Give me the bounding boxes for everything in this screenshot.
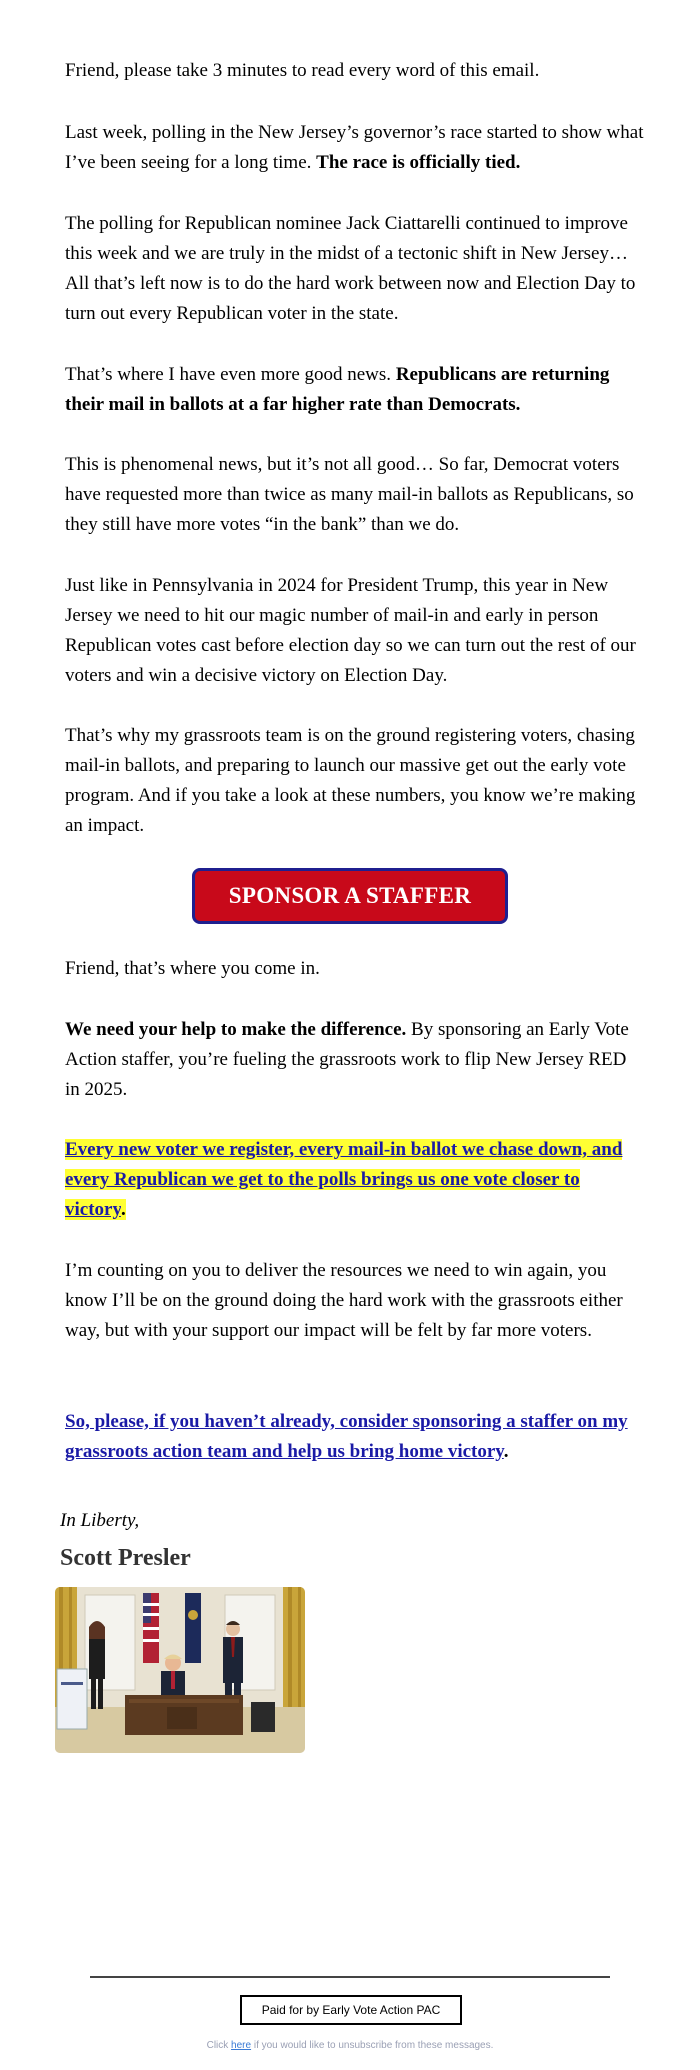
paragraph-ciattarelli: The polling for Republican nominee Jack Ciattarelli continued to improve this week and we are truly in the midst of a tectonic shift in New Jersey… All that’s left now is to do the hard work between now and Election Day to turn out every Republican voter in the state. [65,213,636,324]
sponsor-staffer-button[interactable]: SPONSOR A STAFFER [192,868,508,924]
paragraph-pennsylvania: Just like in Pennsylvania in 2024 for President Trump, this year in New Jersey we need to hit our magic number of mail-in and early in person Republican votes cast before election day so we can turn out the rest of our voters and win a decisive victory on Election Day. [65,575,636,686]
highlight-period: . [120,1199,126,1220]
signer-name: Scott Presler [60,1545,191,1571]
paragraph-help-text: By sponsoring an Early Vote Action staffer, you’re fueling the grassroots work to flip New Jersey RED in 2025. [65,1019,629,1100]
final-ask-period: . [503,1441,509,1462]
paragraph-good-news-text: That’s where I have even more good news. [65,364,396,385]
unsubscribe-suffix: if you would like to unsubscribe from these messages. [251,2040,494,2051]
paragraph-final-ask [65,1407,645,1467]
sponsor-staffer-link[interactable]: So, please, if you haven’t already, consider sponsoring a staffer on my grassroots action team and help us bring home victory [65,1411,628,1462]
paragraph-good-news [65,360,645,420]
paragraph-come-in: Friend, that’s where you come in. [65,958,320,979]
paragraph-polling-text: Last week, polling in the New Jersey’s governor’s race started to show what I’ve been seeing for a long time. [65,122,644,173]
paragraph-phenomenal: This is phenomenal news, but it’s not all good… So far, Democrat voters have requested more than twice as many mail-in ballots as Republicans, so they still have more votes “in the bank” than we do. [65,454,634,535]
footer-divider [90,1976,610,1978]
paragraph-intro: Friend, please take 3 minutes to read every word of this email. [65,60,540,81]
paragraph-highlight [65,1135,645,1225]
paragraph-help [65,1015,645,1105]
paragraph-good-news-bold: Republicans are returning their mail in ballots at a far higher rate than Democrats. [65,364,610,415]
paragraph-help-bold: We need your help to make the difference. [65,1019,407,1040]
paragraph-polling [65,118,645,178]
highlight-link[interactable]: Every new voter we register, every mail-in ballot we chase down, and every Republican we get to the polls brings us one vote closer to victory [65,1139,623,1220]
unsubscribe-line [0,2040,700,2051]
unsubscribe-prefix: Click [206,2040,232,2051]
paragraph-grassroots: That’s why my grassroots team is on the ground registering voters, chasing mail-in ballots, and preparing to launch our massive get out the early vote program. And if you take a look at these numbers, you know we’re making an impact. [65,725,636,836]
paragraph-polling-bold: The race is officially tied. [316,152,521,173]
paragraph-counting: I’m counting on you to deliver the resources we need to win again, you know I’ll be on the ground doing the hard work with the grassroots either way, but with your support our impact will be felt by far more voters. [65,1260,623,1341]
signoff: In Liberty, [60,1510,140,1531]
paid-for-disclaimer: Paid for by Early Vote Action PAC [240,1995,462,2025]
cta-container [0,868,700,924]
unsubscribe-link[interactable]: here [231,2040,252,2051]
oval-office-photo [55,1587,305,1753]
